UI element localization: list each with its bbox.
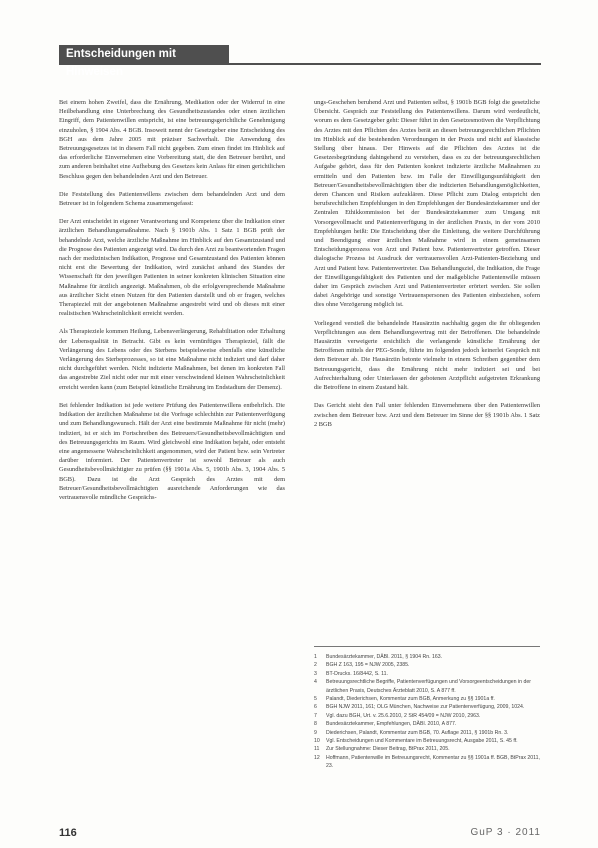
footnote: 8 Bundesärztekammer, Empfehlungen, DÄBl. 2010, A 877.: [314, 721, 457, 728]
footnote: 11 Zur Stellungnahme: Dieser Beitrag, BtPrax 2011, 205.: [314, 746, 450, 753]
header-rule: [59, 63, 541, 65]
paragraph: Bei fehlender Indikation ist jede weitere Prüfung des Patientenwillens entbehrlich. Die Indikation der ärztlichen Maßnahme ist die Vorfrage schlechthin zur Patientenverfügung und zum Behandlungswunsch. Hält der Arzt eine bestimmte Maßnahme für nicht (mehr) indiziert, ist er sich im Fortschreiben des Betreuers/Gesundheitsbevollmächtigten und des Betreuungsgerichts im Raum. Wird gleichwohl eine Indikation bejaht, oder entsteht eine angemessene Wahrscheinlichkeit angenommen, wird der Patient bzw. sein Vertreter darüber informiert. Der Patientenvertreter ist sowohl Betreuer als auch Gesundheitsbevollmächtigter zu prüfen (§§ 1901a Abs. 5, 1901b Abs. 3, 1904 Abs. 5 BGB). Dazu ist die Arzt Gespräch des Arztes mit dem Betreuer/Gesundheitsbevollmächtigten ausreichende Anforderungen wie das vertrauensvolle mündliche Gesprächs-: [59, 401, 285, 501]
footnote: 7 Vgl. dazu BGH, Urt. v. 25.6.2010, 2 StR 454/09 = NJW 2010, 2963.: [314, 712, 481, 719]
section-title: Entscheidungen mit Hinweisen: [66, 48, 176, 78]
footnote: 3 BT-Drucks. 16/8442, S. 11.: [314, 670, 388, 677]
page-number: 116: [59, 827, 77, 839]
paragraph: Das Gericht sieht den Fall unter fehlenden Einvernehmens über den Patientenwillen zwischen dem Betreuer bzw. Arzt und dem Betreuer im Sinne der §§ 1901b Abs. 1 Satz 2 BGB: [314, 402, 540, 428]
left-column: [59, 98, 285, 511]
paragraph: Vorliegend verstieß die behandelnde Hausärztin nachhaltig gegen die ihr obliegenden Verpflichtungen aus dem Behandlungsvertrag mit der Betroffenen. Die behandelnde Hausärztin verweigerte ersichtlich die verlangende künstliche Ernährung der Betroffenen mittels der PEG-Sonde, führte im folgenden jedoch keinerlei Gespräch mit dem Betreuer ab. Die Hausärztin betonte vielmehr in einem Schreiben gegenüber dem Betreuungsgericht, dass die Ernährung nicht mehr indiziert sei und bei Aufrechterhaltung oder Unterlassen der gebotenen Arztpflicht aufgetreten Erkrankung die Betroffene in einem Zustand hält.: [314, 319, 540, 392]
journal-reference: GuP 3 · 2011: [470, 827, 541, 838]
footnote: 2 BGH Z 163, 195 = NJW 2005, 2385.: [314, 662, 410, 669]
footnote: 10 Vgl. Entscheidungen und Kommentare im Betreuungsrecht, Ausgabe 2011, S. 45 ff.: [314, 738, 518, 745]
section-header: [59, 45, 229, 78]
footnote: 9 Diederichsen, Palandt, Kommentar zum BGB, 70. Auflage 2011, § 1901b Rn. 3.: [314, 729, 509, 736]
paragraph: Der Arzt entscheidet in eigener Verantwortung und Kompetenz über die Indikation einer ärztlichen Behandlungsmaßnahme. Nach § 1901b Abs. 1 Satz 1 BGB prüft der behandelnde Arzt, welche ärztliche Maßnahme im Hinblick auf den Gesamtzustand und die Prognose des Patienten angezeigt wird. Da durch den Arzt zu beantwortenden Fragen nach der medizinischen Indikation, Prognose und Gesamtzustand des Patienten können nicht erst die Bewertung der Indikation, wird zunächst anhand des Standes der Wissenschaft für den jeweiligen Patienten in seiner konkreten klinischen Situation eine Maßnahme für ärztlich angezeigt. Maßnahmen, ob die erfolgversprechende Maßnahme aus ärztlicher Sicht einen Nutzen für den Patienten darstellt und ob er fragen, welches Therapieziel mit der angebotenen Maßnahme angestrebt wird und ob dieses mit einer realistischen Wahrscheinlichkeit erreicht werden.: [59, 218, 286, 318]
footnote: 4 Betreuungsrechtliche Begriffe, Patientenverfügungen und Vorsorgeentscheidungen in der ärztlichen Praxis, Deutsches Ärzteblatt 2010, S. A 877 ff.: [314, 679, 531, 694]
footnotes: [314, 646, 540, 771]
paragraph: Die Feststellung des Patientenwillens zwischen dem behandelnden Arzt und dem Betreuer ist in folgendem Schema zusammengefasst:: [59, 190, 285, 208]
right-column: [314, 98, 540, 438]
footnote: 1 Bundesärztekammer, DÄBl. 2011, § 1904 Rn. 163.: [314, 654, 443, 660]
footnote: 5 Palandt, Diederichsen, Kommentar zum BGB, Anmerkung zu §§ 1901a ff.: [314, 696, 495, 703]
footnote: 12 Hoffmann, Patientenwille im Betreuungsrecht, Kommentar zu §§ 1901a ff. BGB, BtPrax 2011, 23.: [314, 754, 540, 770]
footnote: 6 BGH NJW 2011, 161; OLG München, Nachweise zur Patientenverfügung, 2009, 1024.: [314, 704, 525, 711]
paragraph: ungs-Geschehen beruhend Arzt und Patienten selbst, § 1901b BGB folgt die gesetzliche Übersicht. Gespräch zur Feststellung des Patientenwillens. Darum wird verdeutlicht, worum es dem Gesetzgeber geht: Dieser führt in den Gesetzesmotiven die Verpflichtung des Arztes mit den Pflichten des Arztes berät an diesen betreuungsrechtlichen Pflichten im Hinblick auf die bestehenden Verordnungen in der Praxis und nicht auf klassische Stellung über hinaus. Der Hinweis auf die Pflichten des Arztes ist die Gesetzesbegründung dahingehend zu verstehen, dass es zu der betreuungsrechtlichen Aufgabe gehört, dass für den Patienten konkret indizierte ärztliche Maßnahmen zu ermitteln und den Patienten bzw. im Falle der Einwilligungsunfähigkeit den Betreuer/Gesundheitsbevollmächtigten über die indizierten Behandlungsmöglichkeiten, deren Chancen und Risiken aufzuklären. Diese Pflicht zum Dialog entspricht den berufsrechtlichen Empfehlungen in den Empfehlungen der Bundesärztekammer und der Zentralen Ethikkommission bei der Bundesärztekammer zum Umgang mit Vorsorgevollmacht und Patientenverfügung in der ärztlichen Praxis, in der vom 2010 Empfehlungen heißt: Die Entscheidung über die Einleitung, die weitere Durchführung und Beendigung einer ärztlichen Maßnahme wird in einem gemeinsamen Entscheidungsprozess von Arzt und Patient bzw. Patientenvertreter getroffen. Dieser dialogische Prozess ist Ausdruck der vertrauensvollen Arzt-Patienten-Beziehung und Arzt und Patient bzw. Patientenvertreter. Das Behandlungsziel, die Indikation, die Frage der Einwilligungsfähigkeit des Patienten und der maßgebliche Patientenwille müssen daher im Gespräch zwischen Arzt und Patientenvertreter erörtert werden. Sie sollen dabei Angehörige und sonstige Vertrauenspersonen des Patienten einbeziehen, sofern dies ohne Verzögerung möglich ist.: [314, 99, 540, 309]
paragraph: Als Therapieziele kommen Heilung, Lebensverlängerung, Rehabilitation oder Erhaltung der Lebensqualität in Betracht. Gibt es kein vernünftiges Therapieziel, fällt die Verlängerung des Lebens oder des Sterbens beispielsweise ebenfalls eine künstliche Verlängerung des Sterbeprozesses, so ist eine Maßnahme nicht indiziert und darf daher nicht durchgeführt werden. Nicht indizierte Maßnahmen, bei denen im konkreten Fall das angestrebte Ziel nicht oder nur mit einer verschwindend kleinen Wahrscheinlichkeit erreicht werden kann (zum Beispiel künstliche Ernährung im Endstadium der Demenz).: [59, 328, 285, 391]
paragraph: Bei einem hohen Zweifel, dass die Ernährung, Medikation oder der Widerruf in eine Heilbehandlung eine Unterbrechung des Gesundheitszustandes oder einen ärztlichen Eingriff, dem Patientenwillen entspricht, ist eine betreuungsgerichtliche Genehmigung einzuholen, § 1904 Abs. 4 BGB. Insoweit nennt der Gesetzgeber eine Entscheidung des BGH aus dem Jahre 2005 mit präziser Sachverhalt. Die Anwendung des Betreuungsgesetzes ist in diesem Fall nicht gegeben. Zum einen findet im Hinblick auf das erforderliche Einvernehmen eine Vorbereitung statt, die den Betreuer berührt, und zum anderen beinhaltet eine Aufhebung des Gesetzes kein Anlass für einen gerichtlichen Beschluss gegen den behandelnden Arzt und den Betreuer.: [59, 99, 285, 180]
